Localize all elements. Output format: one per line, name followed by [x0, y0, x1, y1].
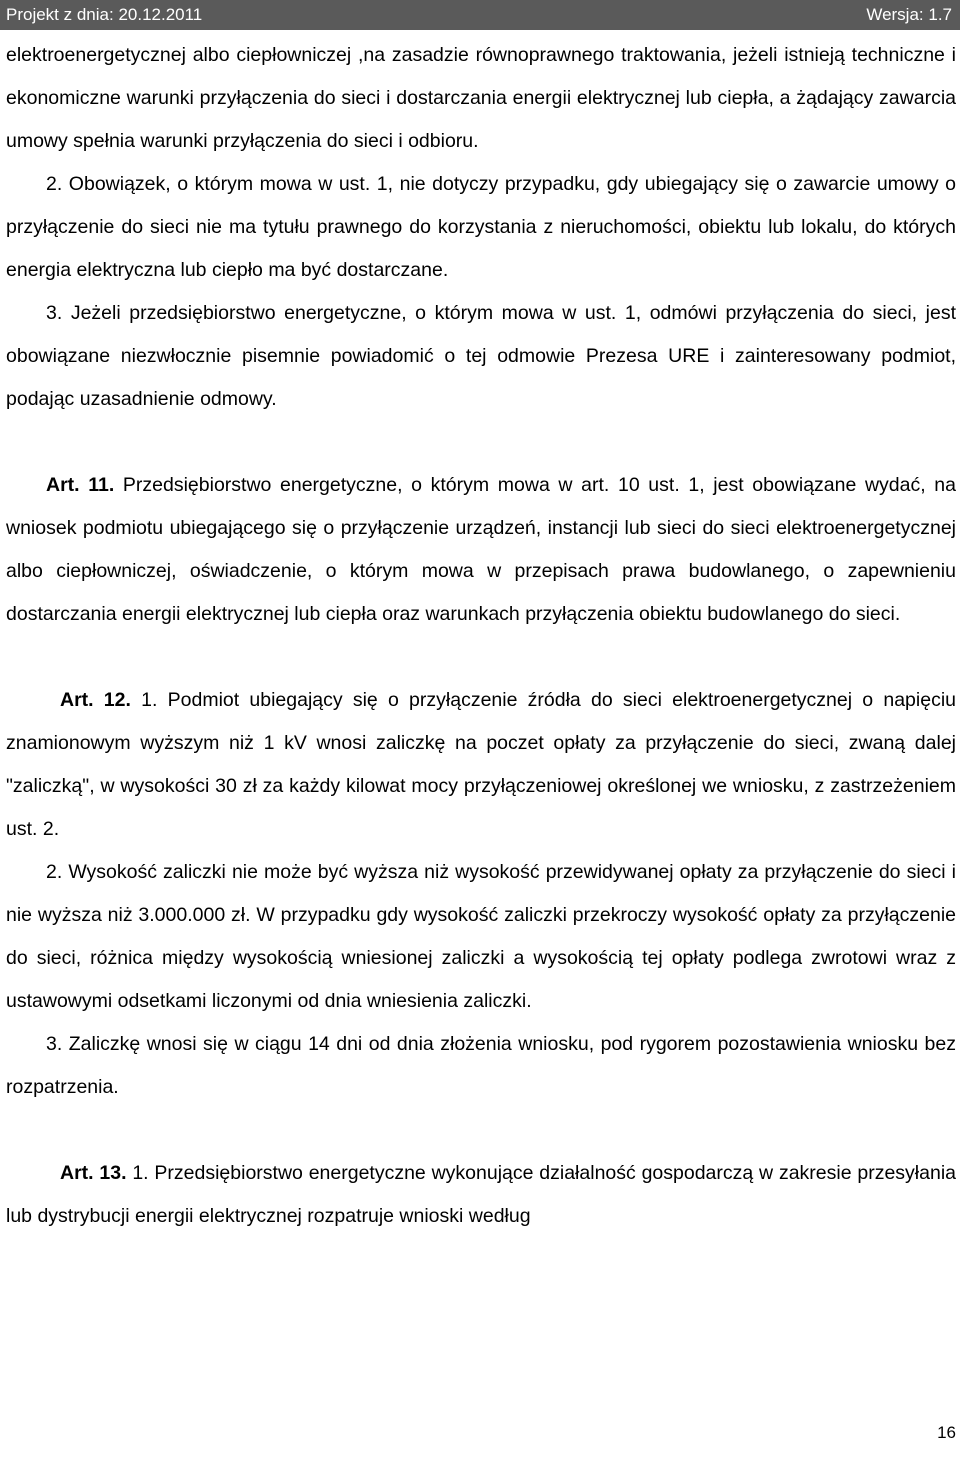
spacer	[6, 1109, 956, 1152]
paragraph-continuation: elektroenergetycznej albo ciepłowniczej ,na zasadzie równoprawnego traktowania, jeżeli istnieją techniczne i ekonomiczne warunki przyłączenia do sieci i dostarczania energii elektrycznej lub ciepła, a żądający zawarcia umowy spełnia warunki przyłączenia do sieci i odbioru.	[6, 44, 956, 152]
spacer	[6, 636, 956, 679]
art12-paragraph-2: 2. Wysokość zaliczki nie może być wyższa niż wysokość przewidywanej opłaty za przyłączenie do sieci i nie wyższa niż 3.000.000 zł. W przypadku gdy wysokość zaliczki przekroczy wysokość opłaty za przyłączenie do sieci, różnica między wysokością wniesionej zaliczki a wysokością tej opłaty podlega zwrotowi wraz z ustawowymi odsetkami liczonymi od dnia wniesienia zaliczki.	[6, 861, 956, 1012]
spacer	[6, 421, 956, 464]
document-body	[6, 34, 956, 1238]
art12-paragraph-1	[6, 679, 956, 851]
art12-text-1: 1. Podmiot ubiegający się o przyłączenie źródła do sieci elektroenergetycznej o napięciu znamionowym wyższym niż 1 kV wnosi zaliczkę na poczet opłaty za przyłączenie do sieci, zwaną dalej "zaliczką", w wysokości 30 zł za każdy kilowat mocy przyłączeniowej określonej we wniosku, z zastrzeżeniem ust. 2.	[6, 689, 957, 840]
art12-paragraph-3: 3. Zaliczkę wnosi się w ciągu 14 dni od dnia złożenia wniosku, pod rygorem pozostawienia wniosku bez rozpatrzenia.	[6, 1033, 956, 1098]
art13-text-1: 1. Przedsiębiorstwo energetyczne wykonujące działalność gospodarczą w zakresie przesyłania lub dystrybucji energii elektrycznej rozpatruje wnioski według	[6, 1162, 956, 1227]
page-header	[0, 0, 960, 30]
project-date: Projekt z dnia: 20.12.2011	[6, 5, 203, 24]
version-label: Wersja: 1.7	[866, 5, 952, 24]
art11-label: Art. 11.	[46, 474, 115, 496]
art11-paragraph	[6, 464, 956, 636]
page-number: 16	[937, 1423, 956, 1442]
art12-label: Art. 12.	[60, 689, 131, 711]
art11-text: Przedsiębiorstwo energetyczne, o którym mowa w art. 10 ust. 1, jest obowiązane wydać, na wniosek podmiotu ubiegającego się o przyłączenie urządzeń, instancji lub sieci do sieci elektroenergetycznej albo ciepłowniczej, oświadczenie, o którym mowa w przepisach prawa budowlanego, o zapewnieniu dostarczania energii elektrycznej lub ciepła oraz warunkach przyłączenia obiektu budowlanego do sieci.	[6, 474, 956, 625]
art13-paragraph-1	[6, 1152, 956, 1238]
art13-label: Art. 13.	[60, 1162, 127, 1184]
art10-paragraph-3: 3. Jeżeli przedsiębiorstwo energetyczne, o którym mowa w ust. 1, odmówi przyłączenia do sieci, jest obowiązane niezwłocznie pisemnie powiadomić o tej odmowie Prezesa URE i zainteresowany podmiot, podając uzasadnienie odmowy.	[6, 302, 956, 410]
art10-paragraph-2: 2. Obowiązek, o którym mowa w ust. 1, nie dotyczy przypadku, gdy ubiegający się o zawarcie umowy o przyłączenie do sieci nie ma tytułu prawnego do korzystania z nieruchomości, obiektu lub lokalu, do których energia elektryczna lub ciepło ma być dostarczane.	[6, 173, 956, 281]
